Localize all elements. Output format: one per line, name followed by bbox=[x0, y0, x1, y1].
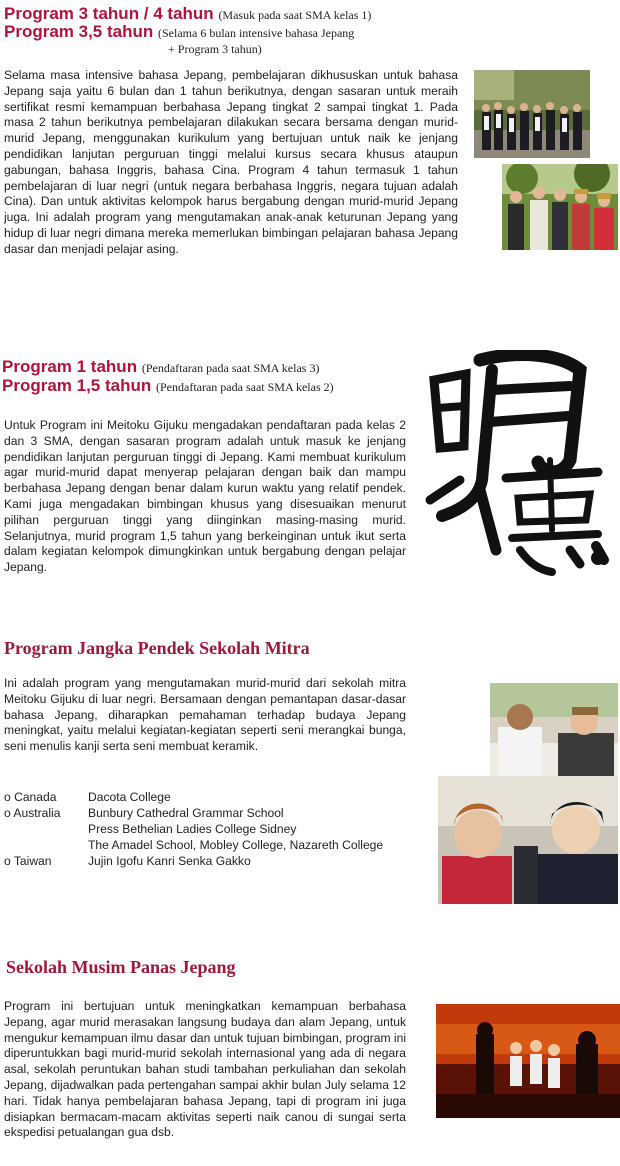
calligraphy-text: 明德 bbox=[420, 350, 422, 351]
partner-school: Bunbury Cathedral Grammar School bbox=[88, 806, 284, 820]
program-1-5-tahun-heading: Program 1,5 tahun (Pendaftaran pada saat SMA kelas 2) bbox=[2, 376, 334, 395]
stage-performance-photo bbox=[436, 1004, 620, 1118]
heading-note: (Masuk pada saat SMA kelas 1) bbox=[218, 8, 372, 22]
section2-paragraph: Untuk Program ini Meitoku Gijuku mengadakan pendaftaran pada kelas 2 dan 3 SMA, dengan sasaran program adalah untuk masuk ke jenjang pendidikan lanjutan perguruan tinggi di Jepang. Kami membuat kurikulum agar murid-murid dapat menyerap pelajaran dengan baik dan mampu berbahasa Jepang dengan benar dalam kurun waktu yang relatif pendek. Kami juga mengadakan bimbingan khusus yang disesuaikan menurut pilihan perguruan tinggi yang diinginkan masing-masing murid. Selanjutnya, murid program 1,5 tahun yang berkeinginan untuk ikut serta dalam kegiatan kelompok dimungkinkan untuk bergabung dengan pelajar Jepang. bbox=[4, 418, 406, 575]
partner-school: Jujin Igofu Kanri Senka Gakko bbox=[88, 854, 251, 868]
partner-school: Dacota College bbox=[88, 790, 171, 804]
list-item bbox=[4, 853, 406, 869]
section1-paragraph: Selama masa intensive bahasa Jepang, pembelajaran dikhususkan untuk bahasa Jepang saja yaitu 6 bulan dan 1 tahun berikutnya, dengan sasaran untuk meraih sertifikat resmi kemampuan berbahasa Jepang tingkat 2 sampai tingkat 1. Pada masa 2 tahun berikutnya pembelajaran dilakukan secara bersama dengan murid-murid Jepang, menggunakan kurikulum yang bertujuan untuk naik ke jenjang pendidikan lanjutan perguruan tinggi melalui kursus secara khusus ataupun gabungan, bahasa Inggris, bahasa Cina. Program 4 tahun termasuk 1 tahun pembelajaran di luar negri (untuk negara berbahasa Inggris, negara tujuan adalah Cina). Dan untuk aktivitas kelompok harus bergabung dengan murid-murid Jepang juga. Ini adalah program yang mengutamakan anak-anak keturunan Jepang yang hidup di luar negri dimana mereka memerlukan bimbingan pelajaran bahasa Jepang dasar dan menjadi pelajar asing. bbox=[4, 68, 458, 256]
girls-laughing-photo bbox=[438, 776, 618, 904]
heading-note: (Pendaftaran pada saat SMA kelas 2) bbox=[156, 380, 334, 394]
partner-country: o Canada bbox=[4, 790, 57, 804]
partner-schools-list bbox=[4, 789, 406, 869]
program-3-5-tahun-heading: Program 3,5 tahun (Selama 6 bulan intensive bahasa Jepang bbox=[4, 22, 355, 41]
girls-outdoor-photo bbox=[502, 164, 618, 250]
heading-note: (Pendaftaran pada saat SMA kelas 3) bbox=[141, 361, 320, 375]
partner-school: The Amadel School, Mobley College, Nazareth College bbox=[88, 838, 384, 852]
program-1-tahun-heading: Program 1 tahun (Pendaftaran pada saat SMA kelas 3) bbox=[2, 357, 320, 376]
program-jangka-pendek-heading: Program Jangka Pendek Sekolah Mitra bbox=[4, 638, 310, 658]
classroom-boys-photo bbox=[490, 683, 618, 779]
section3-paragraph: Ini adalah program yang mengutamakan murid-murid dari sekolah mitra Meitoku Gijuku di luar negri. Bersamaan dengan pemantapan dasar-dasar bahasa Jepang, diharapkan pemahaman terhadap budaya Jepang meningkat, yaitu melalui kegiatan-kegiatan seperti seni merangkai bunga, seni menulis kanji serta seni membuat keramik. bbox=[4, 676, 406, 754]
heading-note: (Selama 6 bulan intensive bahasa Jepang bbox=[158, 26, 355, 40]
program-3-4-tahun-heading: Program 3 tahun / 4 tahun (Masuk pada saat SMA kelas 1) bbox=[4, 4, 372, 23]
list-item bbox=[4, 789, 406, 805]
partner-country: o Australia bbox=[4, 806, 61, 820]
heading-note-continued: + Program 3 tahun) bbox=[168, 42, 262, 56]
section4-paragraph: Program ini bertujuan untuk meningkatkan kemampuan berbahasa Jepang, agar murid merasakan langsung budaya dan alam Jepang, untuk mengukur kemampuan ilmu dasar dan untuk tujuan bimbingan, program ini diperuntukkan bagi murid-murid sekolah internasional yang ada di negara asal, sekolah peruntukan bahan studi tambahan perkuliahan dan sekolah Jepang, dijadwalkan pada pertengahan sampai akhir bulan July selama 12 hari. Tidak hanya pembelajaran bahasa Jepang, tapi di program ini juga disiapkan bermacam-macam aktivitas seperti naik canou di sungai serta ekspedisi petualangan gua dsb. bbox=[4, 999, 407, 1140]
list-item bbox=[4, 805, 406, 853]
students-group-photo bbox=[474, 70, 590, 158]
meitoku-calligraphy bbox=[420, 350, 616, 580]
partner-country: o Taiwan bbox=[4, 854, 52, 868]
sekolah-musim-panas-heading: Sekolah Musim Panas Jepang bbox=[6, 957, 236, 977]
partner-school: Press Bethelian Ladies College Sidney bbox=[88, 822, 297, 836]
